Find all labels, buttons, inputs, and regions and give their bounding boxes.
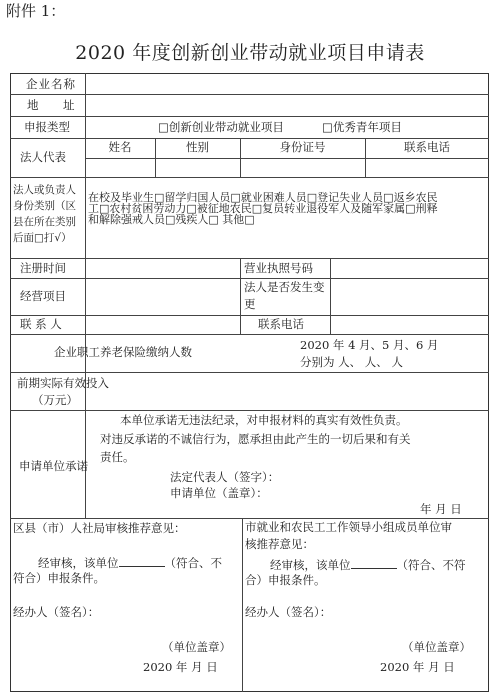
business-scope-label: 经营项目 <box>20 289 66 303</box>
district-handler-sign[interactable]: 经办人（签名）： <box>13 605 100 619</box>
pension-label: 企业职工养老保险缴纳人数 <box>54 345 192 359</box>
row-divider <box>10 138 489 139</box>
row-divider <box>10 258 489 259</box>
row-divider <box>10 334 489 335</box>
commitment-date[interactable]: 年 月 日 <box>420 502 462 516</box>
legal-rep-label: 法人代表 <box>20 150 66 164</box>
city-seal: （单位盖章） <box>402 640 471 654</box>
pension-months: 2020 年 4 月、5 月、6 月 <box>300 338 439 352</box>
commitment-text-3: 责任。 <box>100 450 135 464</box>
col-phone-header: 联系电话 <box>404 140 450 154</box>
commitment-sign-unit[interactable]: 申请单位（盖章）： <box>170 486 268 500</box>
row-divider <box>10 116 489 117</box>
city-review-title-1: 市就业和农民工工作领导小组成员单位审 <box>245 520 452 534</box>
investment-label-1: 前期实际有效投入 <box>17 376 109 390</box>
col-gender-header: 性别 <box>186 140 209 154</box>
address-label-b: 址 <box>63 98 75 112</box>
city-date[interactable]: 2020 年 月 日 <box>380 660 455 674</box>
commitment-sign-legal[interactable]: 法定代表人（签字）： <box>170 470 280 484</box>
col-divider <box>242 518 243 692</box>
col-id-header: 身份证号 <box>279 140 326 154</box>
district-review-title: 区县（市）人社局审核推荐意见： <box>13 521 186 535</box>
district-seal: （单位盖章） <box>162 640 231 654</box>
district-review-line1: 经审核，该单位 （符合、不 <box>38 556 222 570</box>
col-name-header: 姓名 <box>108 140 132 154</box>
legal-change-label-1: 法人是否发生变 <box>244 280 325 294</box>
commitment-label: 申请单位承诺 <box>19 459 88 473</box>
report-type-option-innovation[interactable]: □创新创业带动就业项目 <box>158 120 284 134</box>
row-divider <box>10 177 489 178</box>
contact-phone-label: 联系电话 <box>258 317 304 331</box>
commitment-text-2: 对违反承诺的不诚信行为，愿承担由此产生的一切后果和有关 <box>100 432 411 446</box>
row-divider <box>10 278 489 279</box>
form-title: 2020 年度创新创业带动就业项目申请表 <box>75 42 425 64</box>
address-label-a: 地 <box>27 98 39 112</box>
col-divider <box>85 73 86 518</box>
row-divider <box>85 158 489 159</box>
contact-person-label: 联 系 人 <box>20 317 62 331</box>
investment-label-2: （万元） <box>32 393 78 407</box>
commitment-text-1: 本单位承诺无违法纪录，对申报材料的真实有效性负责。 <box>120 413 408 427</box>
city-handler-sign[interactable]: 经办人（签名）： <box>245 605 332 619</box>
license-no-label: 营业执照号码 <box>244 261 313 275</box>
legal-change-label-2: 更 <box>244 297 256 311</box>
row-divider <box>10 94 489 95</box>
row-divider <box>10 518 489 519</box>
enterprise-name-label: 企业名称 <box>26 77 76 91</box>
identity-category-label: 法人或负责人 身份类别（区 县在所在类别 后面□打√） <box>13 184 76 244</box>
annex-label: 附件 1： <box>6 2 66 20</box>
col-divider <box>330 258 331 334</box>
pension-counts[interactable]: 分别为 人、 人、 人 <box>300 355 403 369</box>
report-type-option-youth[interactable]: □优秀青年项目 <box>322 120 402 134</box>
district-review-blank[interactable] <box>119 555 165 567</box>
identity-category-options[interactable]: 在校及毕业生□留学归国人员□就业困难人员□登记失业人员□返乡农民 工□农村贫困劳动力□被征地农民□复员转业退役军人及随军家属□刑释 和解除强戒人员□残疾人□ 其他□ <box>88 191 438 226</box>
city-review-line2: 合）申报条件。 <box>245 573 326 587</box>
col-divider <box>240 258 241 334</box>
city-review-line1: 经审核，该单位 （符合、不符 <box>270 558 466 572</box>
district-review-line2: 符合）申报条件。 <box>13 571 105 585</box>
report-type-label: 申报类型 <box>24 120 70 134</box>
district-date[interactable]: 2020 年 月 日 <box>143 660 218 674</box>
city-review-blank[interactable] <box>351 557 397 569</box>
row-divider <box>10 315 489 316</box>
city-review-title-2: 核推荐意见： <box>245 537 314 551</box>
reg-time-label: 注册时间 <box>20 261 66 275</box>
row-divider <box>10 372 489 373</box>
row-divider <box>10 410 489 411</box>
